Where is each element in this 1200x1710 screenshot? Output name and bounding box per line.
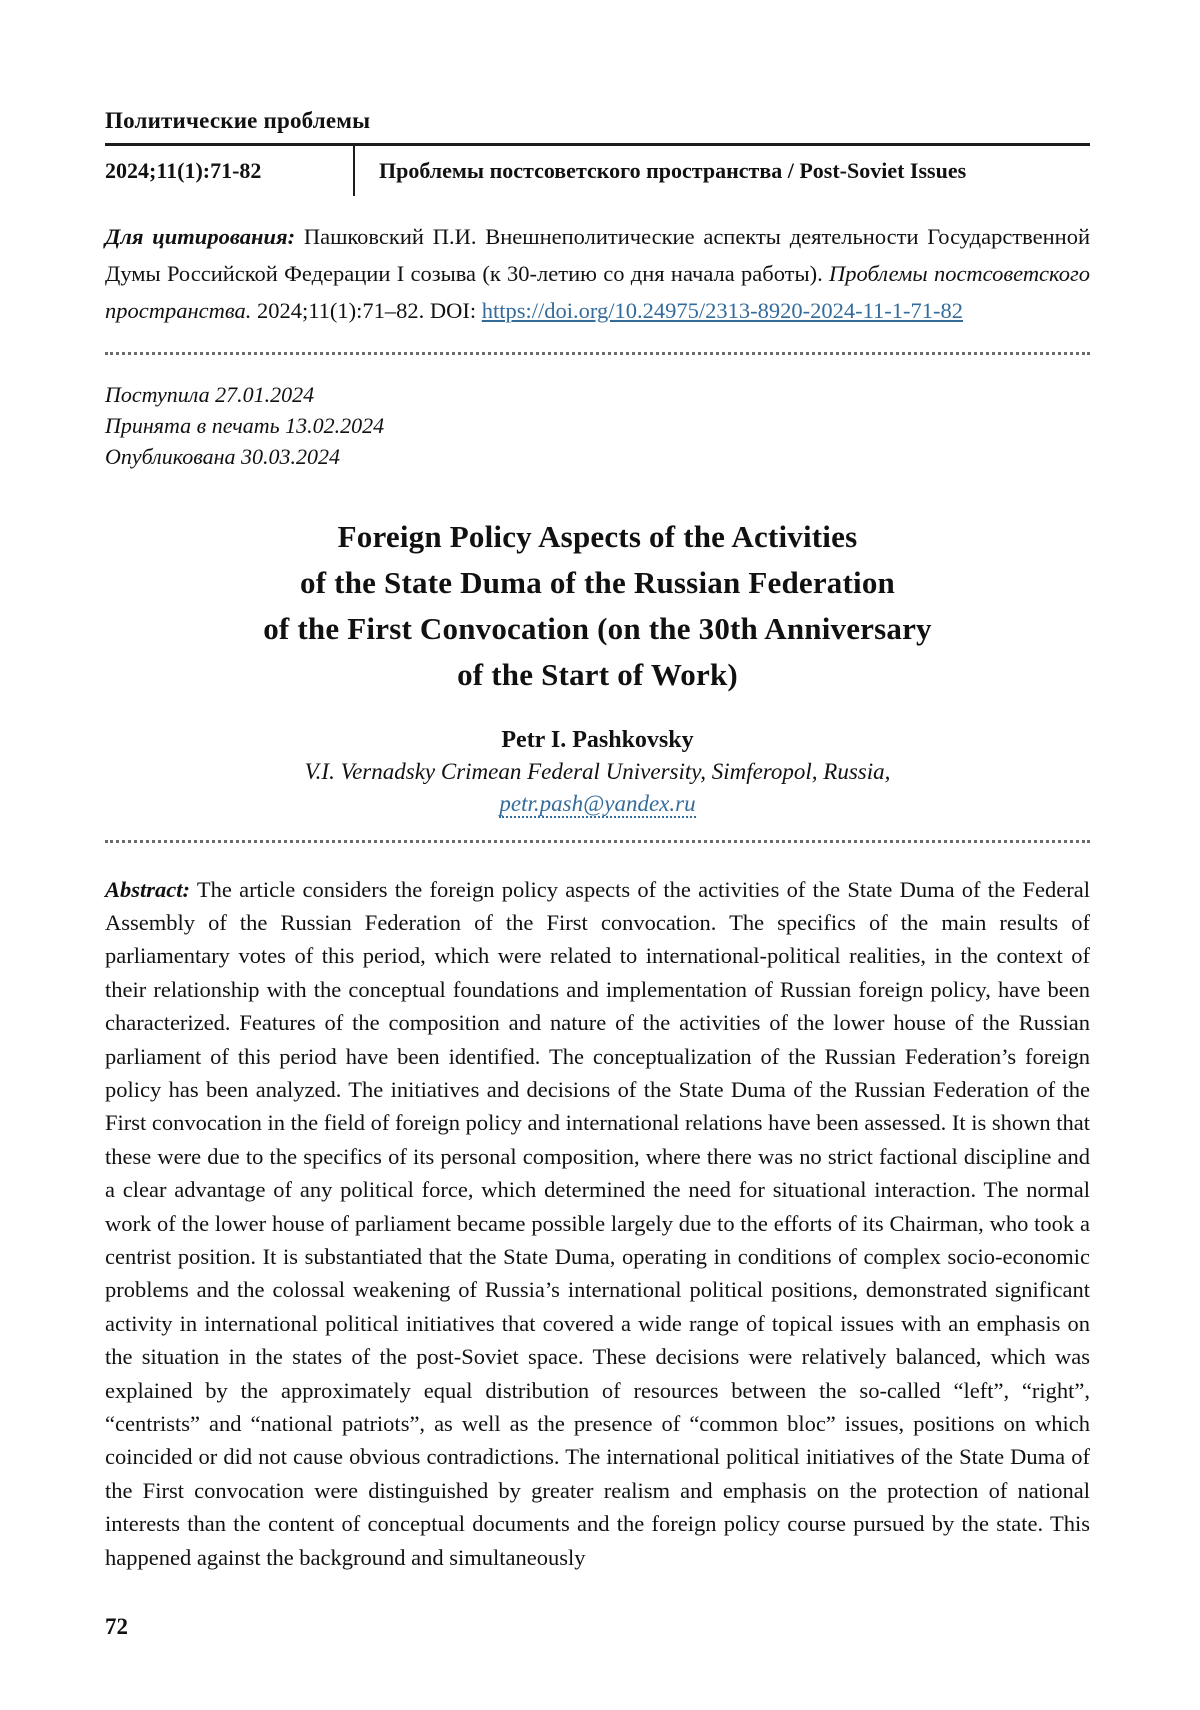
- author-name: Petr I. Pashkovsky: [501, 726, 694, 753]
- page-number: 72: [105, 1614, 128, 1639]
- citation-label: Для цитирования:: [105, 224, 296, 249]
- article-title-line: Foreign Policy Aspects of the Activities: [337, 518, 858, 554]
- author-email-line: [105, 788, 1090, 820]
- article-title-line: of the First Convocation (on the 30th Anniversary: [263, 610, 932, 646]
- date-received: Поступила 27.01.2024: [105, 381, 315, 407]
- page-content: [105, 0, 1090, 1597]
- section-label: Политические проблемы: [105, 108, 371, 133]
- article-dates: [105, 379, 1090, 472]
- abstract-text: The article considers the foreign policy aspects of the activities of the State Duma of the Federal Assembly of the Russian Federation of the First convocation. The specifics of the main results of parliamentary votes of this period, which were related to international-political realities, in the context of their relationship with the conceptual foundations and implementation of Russian foreign policy, have been characterized. Features of the composition and nature of the activities of the lower house of the Russian parliament of this period have been identified. The conceptualization of the Russian Federation’s foreign policy has been analyzed. The initiatives and decisions of the State Duma of the Russian Federation of the First convocation in the field of foreign policy and international relations have been assessed. It is shown that these were due to the specifics of its personal composition, where there was no strict factional discipline and a clear advantage of any political force, which determined the need for situational interaction. The normal work of the lower house of parliament became possible largely due to the efforts of its Chairman, who took a centrist position. It is substantiated that the State Duma, operating in conditions of complex socio-economic problems and the colossal weakening of Russia’s international political positions, demonstrated significant activity in international political initiatives that covered a wide range of topical issues with an emphasis on the situation in the states of the post-Soviet space. These decisions were relatively balanced, which was explained by the approximately equal distribution of resources between the so-called “left”, “right”, “centrists” and “national patriots”, as well as the presence of “common bloc” issues, positions on which coincided or did not cause obvious contradictions. The international political initiatives of the State Duma of the First convocation were distinguished by greater realism and emphasis on the protection of national interests than the content of conceptual documents and the foreign policy course pursued by the state. This happened against the background and simultaneously: [105, 876, 1090, 1570]
- email-link[interactable]: petr.pash@yandex.ru: [499, 790, 696, 816]
- date-accepted: Принята в печать 13.02.2024: [105, 412, 385, 438]
- citation-text-before: Пашковский П.И. Внешнеполитические аспекты деятельности Государственной Думы Российской Федерации I созыва (к 30-летию со дня начала работы).: [105, 224, 1090, 286]
- issue-info: 2024;11(1):71-82: [105, 158, 262, 183]
- journal-title: Проблемы постсоветского пространства / Post-Soviet Issues: [379, 158, 967, 183]
- date-published: Опубликована 30.03.2024: [105, 443, 341, 469]
- article-title: [105, 514, 1090, 698]
- running-head: [105, 108, 1090, 196]
- citation-text-after: 2024;11(1):71–82. DOI:: [251, 298, 482, 323]
- header-row: [105, 146, 1090, 196]
- abstract-paragraph: [105, 873, 1090, 1575]
- doi-link[interactable]: https://doi.org/10.24975/2313-8920-2024-11-1-71-82: [481, 298, 964, 323]
- citation-block: [105, 218, 1090, 329]
- citation-journal-name: Проблемы постсоветского пространства.: [105, 261, 1090, 323]
- abstract-label: Abstract:: [105, 876, 191, 902]
- dotted-separator-top: [105, 352, 1090, 355]
- author-affiliation: V.I. Vernadsky Crimean Federal University, Simferopol, Russia,: [304, 758, 891, 784]
- article-title-line: of the State Duma of the Russian Federation: [300, 564, 895, 600]
- article-title-line: of the Start of Work): [457, 656, 738, 692]
- dotted-separator-bottom: [105, 840, 1090, 843]
